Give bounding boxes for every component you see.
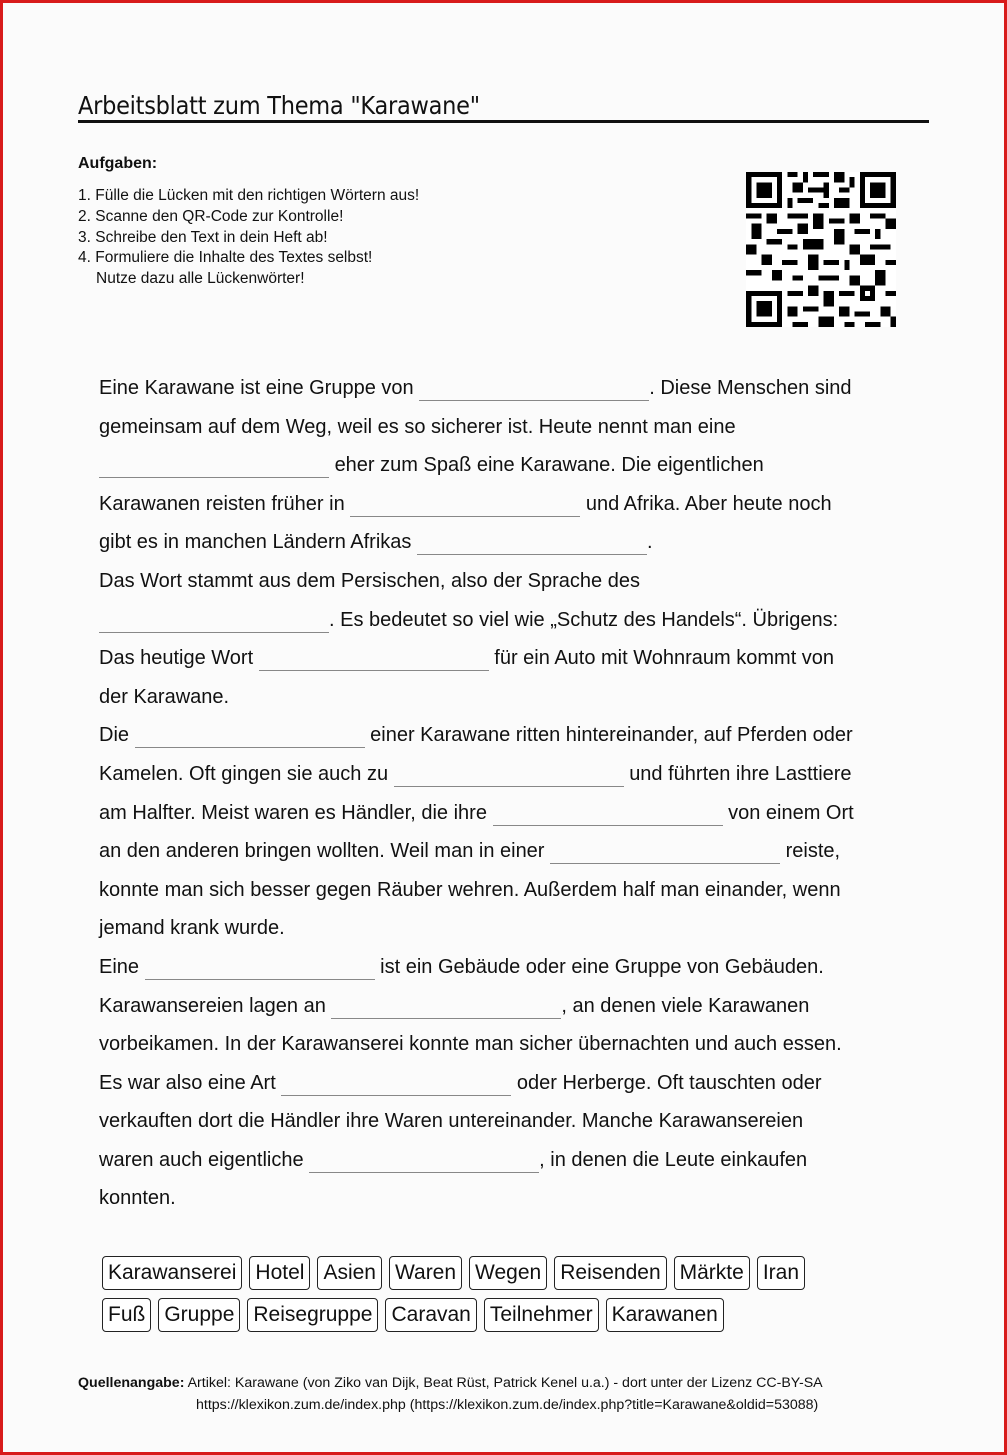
text-fragment: von einem Ort [728,801,854,824]
text-fragment: Das heutige Wort [99,647,254,670]
text-fragment: . Es bedeutet so viel wie „Schutz des Handels“. Übrigens: [329,608,839,631]
text-line: konnte man sich besser gegen Räuber wehren. Außerdem half man einander, wenn [99,878,841,901]
text-line [99,446,914,485]
task-item: 4. Formuliere die Inhalte des Textes selbst! [78,249,373,267]
title-divider [78,120,929,123]
gap-field[interactable] [99,612,329,633]
text-fragment: ist ein Gebäude oder eine Gruppe von Gebäuden. [380,955,824,978]
gap-field[interactable] [350,496,580,517]
cloze-text [99,369,914,1218]
text-fragment: waren auch eigentliche [99,1148,304,1171]
word-chip[interactable]: Hotel [249,1256,310,1290]
text-fragment: einer Karawane ritten hintereinander, auf Pferden oder [370,724,853,747]
text-line [99,1141,914,1180]
task-item: 2. Scanne den QR-Code zur Kontrolle! [78,207,344,225]
word-chip[interactable]: Fuß [102,1298,151,1332]
text-line: Das Wort stammt aus dem Persischen, also der Sprache des [99,569,640,592]
word-bank-row [102,1256,922,1290]
word-chip[interactable]: Teilnehmer [484,1298,599,1332]
gap-field[interactable] [493,805,723,826]
task-item: 3. Schreibe den Text in dein Heft ab! [78,228,328,246]
text-fragment: . Diese Menschen sind [649,377,852,399]
task-list [78,186,419,290]
gap-field[interactable] [145,959,375,980]
text-fragment: an den anderen bringen wollten. Weil man in einer [99,840,545,863]
text-fragment: Eine Karawane ist eine Gruppe von [99,377,414,399]
text-line: konnten. [99,1187,176,1210]
gap-field[interactable] [281,1075,511,1096]
gap-field[interactable] [331,998,561,1019]
source-label: Quellenangabe: [78,1375,185,1391]
text-line: verkauften dort die Händler ihre Waren untereinander. Manche Karawansereien [99,1110,804,1133]
word-bank-row [102,1298,922,1332]
word-chip[interactable]: Reisegruppe [247,1298,378,1332]
gap-field[interactable] [135,727,365,748]
tasks-heading: Aufgaben: [78,155,158,172]
text-line [99,601,914,640]
text-line [99,1064,914,1103]
text-line [99,832,914,871]
source-citation [78,1372,823,1416]
gap-field[interactable] [419,380,649,401]
text-line: jemand krank wurde. [99,917,285,940]
text-fragment: am Halfter. Meist waren es Händler, die ihre [99,801,487,824]
text-fragment: Karawansereien lagen an [99,994,326,1017]
text-fragment: reiste, [785,840,841,863]
word-chip[interactable]: Gruppe [158,1298,240,1332]
text-line [99,987,914,1026]
task-item: 1. Fülle die Lücken mit den richtigen Wörtern aus! [78,187,420,204]
text-fragment: , in denen die Leute einkaufen [539,1148,808,1171]
text-fragment: Eine [99,955,140,978]
word-chip[interactable]: Karawanserei [102,1256,242,1290]
source-text: Artikel: Karawane (von Ziko van Dijk, Beat Rüst, Patrick Kenel u.a.) - dort unter der Lizenz CC-BY-SA [184,1375,823,1391]
gap-field[interactable] [259,650,489,671]
text-fragment: eher zum Spaß eine Karawane. Die eigentlichen [334,454,764,477]
text-line [99,639,914,678]
text-line: gemeinsam auf dem Weg, weil es so sicherer ist. Heute nennt man eine [99,415,736,438]
text-line [99,794,914,833]
word-chip[interactable]: Asien [317,1256,382,1290]
source-url[interactable]: https://klexikon.zum.de/index.php (https://klexikon.zum.de/index.php?title=Karawane&oldid=53088) [196,1397,819,1413]
text-line [99,716,914,755]
word-chip[interactable]: Märkte [674,1256,750,1290]
text-fragment: Die [99,724,130,747]
text-line: vorbeikamen. In der Karawanserei konnte man sicher übernachten und auch essen. [99,1033,842,1056]
text-line [99,485,914,524]
text-fragment: für ein Auto mit Wohnraum kommt von [494,647,835,670]
text-line [99,755,914,794]
word-chip[interactable]: Iran [757,1256,805,1290]
gap-field[interactable] [309,1152,539,1173]
word-bank [102,1256,922,1340]
page-title: Arbeitsblatt zum Thema "Karawane" [78,91,480,120]
gap-field[interactable] [550,843,780,864]
gap-field[interactable] [394,766,624,787]
text-fragment: Es war also eine Art [99,1071,276,1094]
word-chip[interactable]: Waren [389,1256,462,1290]
text-fragment: oder Herberge. Oft tauschten oder [516,1071,822,1094]
word-chip[interactable]: Caravan [385,1298,476,1332]
text-line [99,369,914,408]
word-chip[interactable]: Wegen [469,1256,547,1290]
text-line [99,523,914,562]
gap-field[interactable] [99,457,329,478]
text-fragment: gibt es in manchen Ländern Afrikas [99,531,412,554]
text-fragment: und führten ihre Lasttiere [629,762,852,785]
word-chip[interactable]: Karawanen [606,1298,724,1332]
text-fragment: Karawanen reisten früher in [99,492,345,515]
task-item: Nutze dazu alle Lückenwörter! [96,270,305,288]
text-fragment: und Afrika. Aber heute noch [585,492,832,515]
text-fragment: . [646,531,653,554]
text-line [99,948,914,987]
gap-field[interactable] [417,534,647,555]
text-fragment: Kamelen. Oft gingen sie auch zu [99,762,389,785]
word-chip[interactable]: Reisenden [554,1256,666,1290]
text-fragment: , an denen viele Karawanen [561,994,810,1017]
qr-code[interactable] [746,172,896,327]
text-line: der Karawane. [99,685,230,708]
